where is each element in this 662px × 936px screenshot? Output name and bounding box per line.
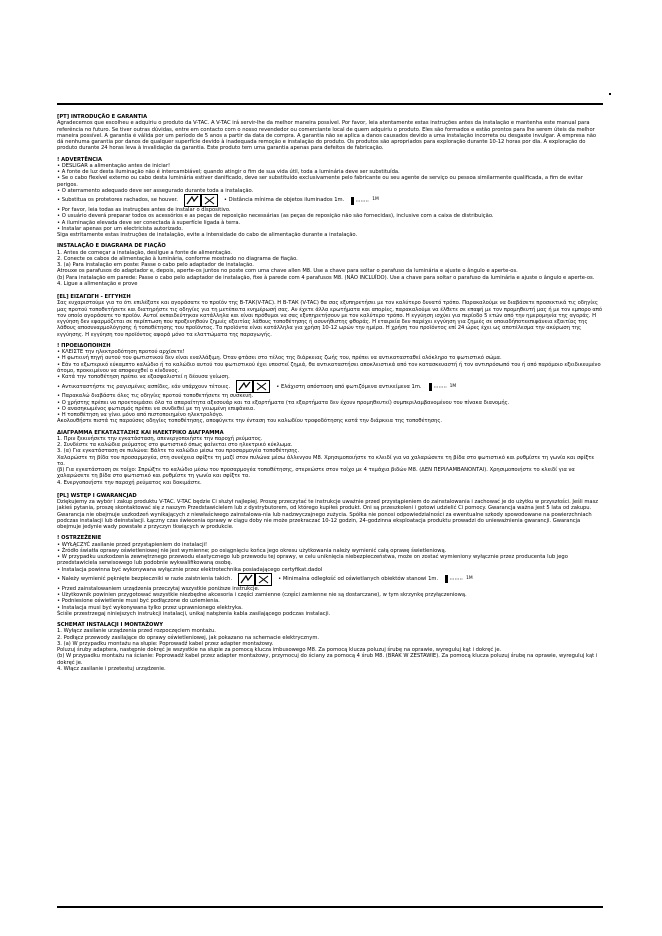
install-step: 2. Podłącz przewody zasilające do oprawy oświetleniowej, jak pokazano na schemacie elektrycznym. <box>57 634 320 641</box>
warning-heading: ! ΠΡΟΕΙΔΟΠΟΙΗΣΗ <box>57 342 111 349</box>
distance-label: 1M <box>372 197 379 203</box>
section-el <box>57 294 603 486</box>
install-step: 1. Antes de começar a instalação, desligue a fonte de alimentação. <box>57 249 233 256</box>
warning-item: • O aterramento adequado deve ser assegurado durante toda a instalação. <box>57 188 603 194</box>
warning-list <box>57 393 603 418</box>
warning-item: • Η φωτεινή πηγή αυτού του φωτιστικού δεν είναι εναλλάξιμη. Όταν φτάσει στο τέλος της διάρκειας ζωής του, πρέπει να αντικατασταθεί ολόκληρο το φωτιστικό σώμα. <box>57 355 603 361</box>
lamp-distance-icon <box>444 574 473 584</box>
warning-item: • Por favor, leia todas as instruções antes de instalar o dispositivo. <box>57 207 603 213</box>
install-step: Χαλαρώστε τη βίδα του προσαρμογέα, στη συνέχεια σφίξτε τη μαζί στον πυλώνα μέσω άλλενγου M8. Χρησιμοποιήστε το κλειδί για να χαλαρώσετε τη βίδα στο φωτιστικό και ρυθμίστε τη γωνία και σφίξτε το. <box>57 454 595 467</box>
warning-item: • Παρακαλώ διαβάστε όλες τις οδηγίες προτού τοποθετήσετε τη συσκευή. <box>57 393 603 399</box>
cracked-shield-icon <box>238 573 272 586</box>
install-step: 1. Πριν ξεκινήσετε την εγκατάσταση, απενεργοποιήστε την παροχή ρεύματος. <box>57 435 263 442</box>
warning-item: • WYŁĄCZYĆ zasilanie przed przystąpieniem do instalacji! <box>57 542 603 548</box>
warning-item: • A iluminação elevada deve ser conectada à superfície ligada à terra. <box>57 220 603 226</box>
install-step: 3. (α) Για εγκατάσταση σε πυλώνα: Βάλτε το καλώδιο μέσω του προσαρμογέα τοποθέτησης. <box>57 448 300 455</box>
intro-paragraph: Dziękujemy za wybór i zakup produktu V-TAC. V-TAC będzie Ci służył najlepiej. Proszę przeczytać te instrukcje uważnie przed przystąpieniem do zainstalowania i zachować je do użytku w przyszłości. Jeśli masz jakieś pytania, proszę skontaktować się z naszym Przedstawicielem lub z dystrybutorem, od którego kupiłeś produkt. Oni są przeszkoleni i gotowi udzielić Ci pomocy. Gwarancja ważna jest 5 lata od zakupu. Gwarancja nie obejmuje uszkodzeń wynikających z niewłaściwego zainstalowa-nia lub nadzwyczajnego zużycia. Spółka nie ponosi odpowiedzialności za ewentualne szkody spowodowane na powierzchniach podczas instalacji lub deinstalacji. Łączny czas świecenia oprawy w ciągu doby nie może przekraczać 10-12 godzin, 24-godzinna eksploatacja produktu prowadzi do unieważnienia gwarancji. Gwarancja obejmuje jedynie wady powstałe z przyczyn tkwiących w produkcie. <box>57 499 599 530</box>
install-step: 4. Ενεργοποιήστε την παροχή ρεύματος και δοκιμάστε. <box>57 479 202 486</box>
warning-list <box>57 542 603 573</box>
warning-tail: Ściśle przestrzegaj niniejszych instrukcji instalacji, unikaj natężenia kabla zasilającego podczas instalacji. <box>57 610 331 617</box>
install-step: (b) W przypadku montażu na ścianie: Poprowadź kabel przez adapter montażowy, przymocuj do ściany za pomocą 4 śrub M8. (BRAK W ZESTAWIE). Za pomocą klucza poluzuj śrubę na oprawie, wyreguluj kąt i dokręć je. <box>57 653 598 666</box>
bottom-rule <box>57 906 603 908</box>
warning-item: • ΚΛΕΙΣΤΕ την ηλεκτροδότηση προτού αρχίσετε! <box>57 349 603 355</box>
warning-list <box>57 586 603 611</box>
intro-paragraph: Σας ευχαριστούμε για το ότι επιλέξατε και αγοράσατε το προϊόν της В-ТАК(V-TAC). Η В-ТАК (V-TAC) θα σας εξυπηρετήσει με τον καλύτερο δυνατό τρόπο. Παρακαλούμε να διαβάσετε προσεκτικά τις οδηγίες μας προτού τοποθετήσετε και διατηρήστε τις οδηγίες για τη μετέπειτα ενημέρωσή σας. Αν έχετε άλλα ερωτήματα και απορίες, παρακαλούμε να έλθετε σε επαφή με τον προμηθευτή μας ή με τον εμπορο από τον οποίο αγοράσατε το προϊόν. Αυτοί εκπαιδεύτηκαν κατάλληλα και είναι πρόθυμοι να σας εξυπηρετήσουν με τον καλύτερο τρόπο. Η εγγύηση ισχύει για περίοδο 5 ετών από την ημερομηνία της αγοράς. Η εγγύηση δεν εφαρμόζεται σε περίπτωση που προξενηθούν ζημιές εξαιτίας λάθους τοποθέτησης ή ασυνήθιστης φθοράς. Η εταιρεία δεν παρέχει εγγύηση για ζημιές σε οποιαδήποτεεπιφάνεια εξαιτίας της λάθους αποσυναρμολόγησης ή τοποθέτησης του προϊόντος. Τα προϊόντα είναι κατάλληλα για χρήση 10-12 ωρών την ημέρα. Η χρήση του προϊόντος επί 24 ώρες έχει ως αποτέλεσμα την ακύρωση της εγγύησης. Η εγγύηση του προϊόντος αφορά μόνο τα ελαττώματα της παραγωγής. <box>57 300 603 338</box>
warning-list <box>57 207 603 232</box>
install-step: 3. (a) W przypadku montażu na słupie: Poprowadź kabel przez adapter montażowy. <box>57 640 274 647</box>
section-pt <box>57 114 603 287</box>
top-rule <box>57 103 603 105</box>
pictogram-row: • Należy wymienić pęknięte bezpieczniki w razie zaistnienia takich. • Minimalna odległość od oświetlanych obiektów stanowi 1m. 1M <box>57 573 603 586</box>
distance-text: Distância mínima de objetos iluminados 1m. <box>228 197 345 204</box>
lamp-distance-icon <box>350 196 379 206</box>
install-heading: INSTALAÇÃO E DIAGRAMA DE FIAÇÃO <box>57 243 166 250</box>
install-step: (b) Para instalação em parede: Passe o cabo pelo adaptador de instalação, fixe à parede com 4 parafusos M8. (NÃO INCLUÍDO). Use a chave para soltar o parafuso da luminária e ajuste o ângulo e aperte-os. <box>57 274 595 281</box>
section-heading: [PL] WSTĘP I GWARANCJAD <box>57 492 137 499</box>
warning-item: • Podniesione oświetlenie musi być podłączone do uziemienia. <box>57 598 603 604</box>
section-heading: [PT] INTRODUÇÃO E GARANTIA <box>57 114 148 120</box>
replace-warning: Αντικαταστήστε τις ραγισμένες ασπίδες, εάν υπάρχουν τέτοιες. <box>61 383 231 390</box>
warning-item: • Ο ανασηκωμένος φωτισμός πρέπει να συνδεθεί με τη γειωμένη επιφάνεια. <box>57 406 603 412</box>
intro-paragraph: Agradecemos que escolheu e adquiriu o produto da V-TAC. A V-TAC irá servir-lhe da melhor maneira possível. Por favor, leia atentamente estas instruções antes da instalação e mantenha este manual para referência no futuro. Se tiver outras dúvidas, entre em contacto com o nosso revendedor ou comerciante local de quem adquiriu o produto. Eles são formados e estão prontos para lhe serem úteis da melhor maneira possível. A garantia é válida por um período de 5 anos a partir da data de compra. A garantia não se aplica a danos causados devido a uma instalação incorreta ou desgaste invulgar. A empresa não dá nenhuma garantia por danos de qualquer superfície devido à inadequada remoção e instalação do produto. Os produtos são apropriados para exploração durante 10-12 horas por dia. A exploração do produto durante 24 horas leva à invalidação da garantia. Este produto tem uma garantia apenas para defeitos de fabricação. <box>57 120 597 152</box>
warning-item: • Η τοποθέτηση να γίνει μόνο από πιστοποιημένο ηλεκτρολόγο. <box>57 412 603 418</box>
warning-item: • Εάν το εξωτερικό εύκαμπτο καλώδιο ή το καλώδιο αυτού του φωτιστικού έχει υποστεί ζημιά, θα αντικαταστήσει αποκλειστικά από τον κατασκευαστή ή τον αντιπρόσωπό του ή από παρόμοιο εξειδικευμένο άτομο, προκειμένου να αποφευχθεί ο κίνδυνος. <box>57 362 603 375</box>
warning-item: • Instalar apenas por um electricista autorizado. <box>57 226 603 232</box>
warning-item: • Użytkownik powinien przygotować wszystkie niezbędne akcesoria i części zamienne (części zamienne nie są dostarczane), w tym skrzynkę przyłączeniową. <box>57 592 603 598</box>
warning-item: • Se o cabo flexível externo ou cabo desta luminária estiver danificado, deve ser substituído exclusivamente pelo fabricante ou seu agente de serviço ou pessoa similarmente qualificada, a fim de evitar perigos. <box>57 175 603 188</box>
warning-tail: Siga estritamente estas instruções de instalação, evite a intensidade do cabo de alimentação durante a instalação. <box>57 232 358 238</box>
warning-item: • Instalacja powinna być wykonywana wyłącznie przez elektrotechnika posiadającego certyfikat.dadol <box>57 567 603 573</box>
warning-item: • DESLIGAR a alimentação antes de iniciar! <box>57 163 603 169</box>
warning-item: • Ο χρήστης πρέπει να προετοιμάσει όλα τα απαραίτητα αξεσουάρ και τα εξαρτήματα (τα εξαρτήματα δεν έχουν προμηθευτεί) συμπεριλαμβανομένου του πίνακα διανομής. <box>57 400 603 406</box>
replace-warning: Należy wymienić pęknięte bezpieczniki w razie zaistnienia takich. <box>61 576 233 583</box>
install-step: 2. Συνδέστε τα καλώδια ρεύματος στο φωτιστικό όπως φαίνεται στο ηλεκτρικό κύκλωμα. <box>57 442 293 448</box>
replace-warning: Substitua os protetores rachados, se houver. <box>61 197 178 204</box>
install-step: 4. Ligue a alimentação e prove <box>57 280 138 287</box>
manual-content <box>57 114 603 679</box>
warning-tail: Ακολουθήστε πιστά τις παρούσες οδηγίες τοποθέτησης, αποφύγετε την ένταση του καλωδίου τροφοδότησης κατά την διάρκεια της τοποθέτησης. <box>57 418 443 425</box>
warning-item: • A fonte de luz desta iluminação não é intercambiável; quando atingir o fim de sua vida útil, toda a luminária deve ser substituída. <box>57 169 603 175</box>
warning-item: • Źródło światła oprawy oświetleniowej nie jest wymienne; po osiągnięciu końca jego okresu użytkowania należy wymienić całą oprawę świetleniową. <box>57 548 603 554</box>
install-step: Atrouxe os parafusos do adaptador e, depois, aperte-os juntos no poste com uma chave allen M8. Use a chave para soltar o parafuso da luminária e ajuste o ângulo e aperte-os. <box>57 268 518 275</box>
install-step: 2. Conecte os cabos de alimentação à luminária, conforme mostrado no diagrama de fiação. <box>57 255 298 262</box>
install-step: (β) Για εγκατάσταση σε τοίχο: Σπρώξτε το καλώδιο μέσω του προσαρμογέα τοποθέτησης, στερεώστε στον τοίχο με 4 τεμάχια βιδών M8. (ΔΕΝ ΠΕΡΙΛΑΜΒΑΝΟΝΤΑΙ). Χρησιμοποιήστε το κλειδί για να χαλαρώσετε τη βίδα στο φωτιστικό και ρυθμίστε τη γωνία και σφίξτε τα. <box>57 467 575 480</box>
warning-heading: ! ADVERTÊNCIA <box>57 156 102 163</box>
warning-item: • O usuário deverá preparar todos os acessórios e as peças de reposição necessárias (as peças de reposição não são fornecidas), inclusive com a caixa de distribuição. <box>57 213 603 219</box>
install-step: Poluzuj śruby adaptera, następnie dokręć je wszystkie na słupie za pomocą klucza imbusowego M8. Za pomocą klucza poluzuj śrubę na oprawie, wyreguluj kąt i dokręć je. <box>57 647 502 653</box>
install-step: 1. Wyłącz zasilanie urządzenia przed rozpoczęciem montażu. <box>57 628 216 635</box>
distance-text: Ελάχιστη απόσταση από φωτιζόμενα αντικείμενα 1m. <box>280 383 422 390</box>
pictogram-row: • Substitua os protetores rachados, se houver. • Distância mínima de objetos iluminados 1m. 1M <box>57 194 603 207</box>
warning-item: • Instalacja musi być wykonywana tylko przez uprawnionego elektryka. <box>57 605 603 611</box>
warning-item: • W przypadku uszkodzenia zewnętrznego przewodu elastycznego lub przewodu tej oprawy, w celu uniknięcia niebezpieczeństwa, może on zostać wymieniony wyłącznie przez producenta lub jego przedstawiciela serwisowego lub podobnie wykwalifikowaną osobę. <box>57 554 603 567</box>
cracked-shield-icon <box>184 194 218 207</box>
install-heading: ΔΙΑΓΡΑΜΜΑ ΕΓΚΑΤΑΣΤΑΣΗΣ ΚΑΙ ΗΛΕΚΤΡΙΚΟ ΔΙΑΓΡΑΜΜΑ <box>57 429 224 436</box>
distance-text: Minimalna odległość od oświetlanych obiektów stanowi 1m. <box>282 576 439 583</box>
warning-item: • Κατά την τοποθέτηση πρέπει να εξασφαλιστεί η δέουσα γείωση. <box>57 374 603 380</box>
lamp-distance-icon <box>428 382 457 392</box>
warning-list <box>57 163 603 194</box>
section-heading: [EL] ΕΙΣΑΓΩΓΗ - ΕΓΓΥΗΣΗ <box>57 294 131 300</box>
pictogram-row: • Αντικαταστήστε τις ραγισμένες ασπίδες, εάν υπάρχουν τέτοιες. • Ελάχιστη απόσταση από φωτιζόμενα αντικείμενα 1m. 1M <box>57 380 603 393</box>
distance-label: 1M <box>449 383 457 389</box>
warning-item: • Przed zainstalowaniem urządzenia przeczytaj wszystkie poniższe instrukcje. <box>57 586 603 592</box>
install-step: 3. (a) Para instalação em poste: Passe o cabo pelo adaptador de instalação. <box>57 262 254 268</box>
install-heading: SCHEMAT INSTALACJI I MONTAŻOWY <box>57 622 163 628</box>
install-step: 4. Włącz zasilanie i przetestuj urządzenie. <box>57 665 166 672</box>
warning-heading: ! OSTRZEŻENIE <box>57 535 102 542</box>
page-mark <box>609 93 611 95</box>
distance-label: 1M <box>466 576 473 582</box>
cracked-shield-icon <box>236 380 270 393</box>
section-pl <box>57 493 603 672</box>
warning-list <box>57 349 603 380</box>
